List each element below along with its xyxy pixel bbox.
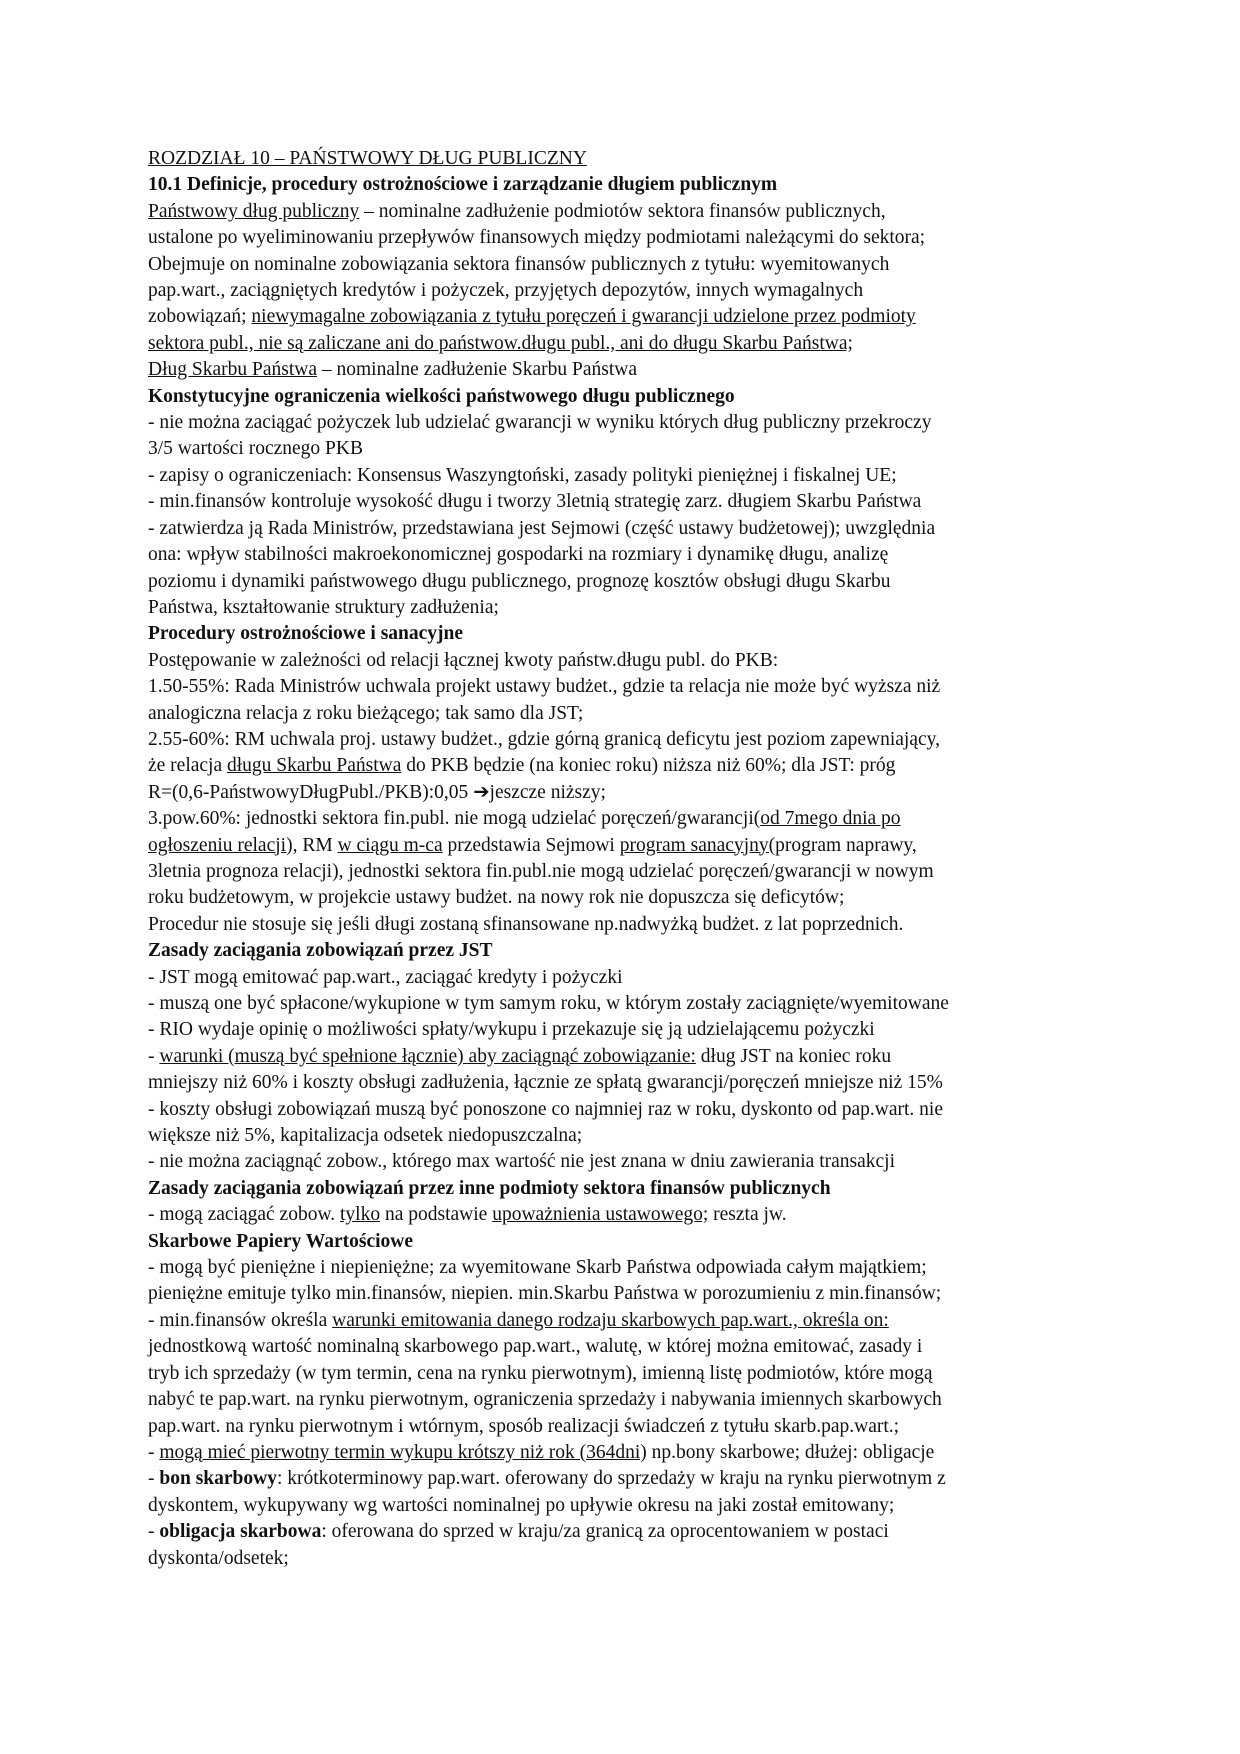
text-run: Postępowanie w zależności od relacji łącznej kwoty państw.długu publ. do PKB: xyxy=(148,649,779,671)
text-run: , RM xyxy=(292,834,338,856)
text-line xyxy=(148,727,1108,753)
text-line xyxy=(148,384,1108,410)
text-line xyxy=(148,304,1108,330)
text-line xyxy=(148,648,1108,674)
text-run: ➔ xyxy=(473,781,490,803)
bold-run: Skarbowe Papiery Wartościowe xyxy=(148,1230,414,1252)
underlined-run: od 7mego dnia po xyxy=(760,808,901,830)
text-run: R=(0,6-PaństwowyDługPubl./PKB):0,05 xyxy=(148,781,474,803)
bold-run: bon skarbowy xyxy=(159,1468,277,1490)
bold-run: Zasady zaciągania zobowiązań przez JST xyxy=(148,940,493,962)
text-line xyxy=(148,1493,1108,1519)
text-run: - nie można zaciągnąć zobow., którego max wartość nie jest znana w dniu zawierania transakcji xyxy=(148,1151,895,1173)
text-line xyxy=(148,1546,1108,1572)
text-run: - xyxy=(148,1045,160,1067)
bold-run: 10.1 Definicje, procedury ostrożnościowe i zarządzanie długiem publicznym xyxy=(148,174,778,196)
text-run: 1.50-55%: Rada Ministrów uchwala projekt ustawy budżet., gdzie ta relacja nie może być wyższa niż xyxy=(148,676,941,698)
underlined-run: ogłoszeniu relacji) xyxy=(148,834,293,856)
underlined-run: tylko xyxy=(340,1204,381,1226)
text-line xyxy=(148,357,1108,383)
text-line xyxy=(148,859,1108,885)
text-line xyxy=(148,885,1108,911)
text-line xyxy=(148,1149,1108,1175)
text-line xyxy=(148,225,1108,251)
underlined-run: Dług Skarbu Państwa xyxy=(148,359,317,381)
text-line xyxy=(148,1519,1108,1545)
text-line xyxy=(148,991,1108,1017)
text-line xyxy=(148,1017,1108,1043)
text-run: – nominalne zadłużenie podmiotów sektora finansów publicznych, xyxy=(359,200,886,222)
text-line xyxy=(148,1070,1108,1096)
text-run: program naprawy, xyxy=(775,834,917,856)
text-run: : krótkoterminowy pap.wart. oferowany do sprzedaży w kraju na rynku pierwotnym z xyxy=(276,1468,946,1490)
text-line xyxy=(148,1255,1108,1281)
text-line xyxy=(148,1414,1108,1440)
text-run: pap.wart., zaciągniętych kredytów i pożyczek, przyjętych depozytów, innych wymagalnych xyxy=(148,280,864,302)
underlined-run: ROZDZIAŁ 10 – PAŃSTWOWY DŁUG PUBLICZNY xyxy=(148,148,587,169)
text-line xyxy=(148,595,1108,621)
text-run: na podstawie xyxy=(380,1204,493,1226)
text-run: jeszcze niższy; xyxy=(489,781,606,803)
text-run: nabyć te pap.wart. na rynku pierwotnym, ograniczenia sprzedaży i nabywania imiennych skarbowych xyxy=(148,1389,942,1411)
text-line xyxy=(148,621,1108,647)
text-run: - zapisy o ograniczeniach: Konsensus Waszyngtoński, zasady polityki pieniężnej i fiskalnej UE; xyxy=(148,464,897,486)
text-run: Państwa, kształtowanie struktury zadłużenia; xyxy=(148,596,499,618)
text-run: - xyxy=(148,1521,160,1543)
bold-run: Konstytucyjne ograniczenia wielkości państwowego długu publicznego xyxy=(148,385,735,407)
text-line xyxy=(148,1308,1108,1334)
text-run: dyskonta/odsetek; xyxy=(148,1547,289,1569)
text-line xyxy=(148,1466,1108,1492)
text-run: - mogą zaciągać zobow. xyxy=(148,1204,341,1226)
underlined-run: , xyxy=(338,860,344,882)
bold-run: obligacja skarbowa xyxy=(159,1521,322,1543)
text-run: ona: wpływ stabilności makroekonomicznej gospodarki na rozmiary i dynamikę długu, analizę xyxy=(148,544,889,566)
text-run: : oferowana do sprzed w kraju/za granicą za oprocentowaniem w postaci xyxy=(321,1521,889,1543)
underlined-run: sektora publ., nie są zaliczane ani do państwow.długu publ., ani do długu Skarbu Państwa; xyxy=(148,332,853,354)
text-run: analogiczna relacja z roku bieżącego; tak samo dla JST; xyxy=(148,702,584,724)
text-run: - min.finansów określa xyxy=(148,1309,333,1331)
text-run: pieniężne emituje tylko min.finansów, niepien. min.Skarbu Państwa w porozumieniu z min.finansów; xyxy=(148,1283,942,1305)
text-line xyxy=(148,753,1108,779)
text-run: mniejszy niż 60% i koszty obsługi zadłużenia, łącznie ze spłatą gwarancji/poręczeń mniejsze niż 15% xyxy=(148,1072,943,1094)
text-run: ustalone po wyeliminowaniu przepływów finansowych między podmiotami należącymi do sektora; xyxy=(148,227,926,249)
text-run: - min.finansów kontroluje wysokość długu i tworzy 3letnią strategię zarz. długiem Skarbu Państwa xyxy=(148,491,922,513)
underlined-run: w ciągu m-ca xyxy=(337,834,443,856)
text-line xyxy=(148,1387,1108,1413)
text-line xyxy=(148,674,1108,700)
underlined-run: Państwowy dług publiczny xyxy=(148,200,360,222)
text-run: - nie można zaciągać pożyczek lub udzielać gwarancji w wyniku których dług publiczny przekroczy xyxy=(148,412,932,434)
text-run: dług JST na koniec roku xyxy=(695,1045,892,1067)
text-run: zobowiązań; xyxy=(148,306,252,328)
underlined-run: program sanacyjny( xyxy=(619,834,776,856)
text-run: 3/5 wartości rocznego PKB xyxy=(148,438,363,460)
text-line xyxy=(148,489,1108,515)
text-run: jednostki sektora fin.publ.nie mogą udzielać poręczeń/gwarancji w nowym xyxy=(343,860,934,882)
text-line xyxy=(148,1123,1108,1149)
text-line xyxy=(148,938,1108,964)
text-line xyxy=(148,252,1108,278)
text-line xyxy=(148,1044,1108,1070)
text-line xyxy=(148,1202,1108,1228)
text-run: reszta jw. xyxy=(708,1204,787,1226)
text-run: Obejmuje on nominalne zobowiązania sektora finansów publicznych z tytułu: wyemitowanych xyxy=(148,253,890,275)
underlined-run: mogą mieć pierwotny termin wykupu krótszy niż rok (364dni) xyxy=(159,1441,647,1463)
text-line xyxy=(148,833,1108,859)
text-line xyxy=(148,701,1108,727)
text-run: - RIO wydaje opinię o możliwości spłaty/wykupu i przekazuje się ją udzielającemu pożyczki xyxy=(148,1019,875,1041)
text-line xyxy=(148,278,1108,304)
text-line xyxy=(148,1229,1108,1255)
text-line xyxy=(148,912,1108,938)
text-run: np.bony skarbowe; dłużej: obligacje xyxy=(646,1441,935,1463)
text-line xyxy=(148,1176,1108,1202)
text-run: - mogą być pieniężne i niepieniężne; za wyemitowane Skarb Państwa odpowiada całym majątkiem; xyxy=(148,1257,927,1279)
text-line xyxy=(148,542,1108,568)
underlined-run: warunki emitowania danego rodzaju skarbowych pap.wart., określa on: xyxy=(332,1309,889,1331)
text-run: 2.55-60%: RM uchwala proj. ustawy budżet., gdzie górną granicą deficytu jest poziom zapewniający, xyxy=(148,728,941,750)
text-run: do PKB będzie (na koniec roku) niższa niż 60%; dla JST: próg xyxy=(401,755,896,777)
underlined-run: warunki (muszą być spełnione łącznie) aby zaciągnąć zobowiązanie: xyxy=(159,1045,696,1067)
text-line xyxy=(148,410,1108,436)
text-run: 3letnia prognoza relacji) xyxy=(148,860,339,882)
text-run: – nominalne zadłużenie Skarbu Państwa xyxy=(317,359,638,381)
text-run: roku budżetowym, w projekcie ustawy budżet. na nowy rok nie dopuszcza się deficytów; xyxy=(148,887,845,909)
text-line xyxy=(148,965,1108,991)
text-run: przedstawia Sejmowi xyxy=(442,834,620,856)
text-line xyxy=(148,436,1108,462)
text-line xyxy=(148,806,1108,832)
text-run: jednostkową wartość nominalną skarbowego pap.wart., walutę, w której można emitować, zasady i xyxy=(148,1336,923,1358)
text-line xyxy=(148,569,1108,595)
text-line xyxy=(148,1440,1108,1466)
text-run: - JST mogą emitować pap.wart., zaciągać kredyty i pożyczki xyxy=(148,966,623,988)
text-line xyxy=(148,331,1108,357)
document-page xyxy=(148,146,1108,1572)
text-run: Procedur nie stosuje się jeśli długi zostaną sfinansowane np.nadwyżką budżet. z lat poprzednich. xyxy=(148,913,904,935)
text-run: - zatwierdza ją Rada Ministrów, przedstawiana jest Sejmowi (część ustawy budżetowej); uwzględnia xyxy=(148,517,936,539)
text-line xyxy=(148,199,1108,225)
text-line xyxy=(148,1281,1108,1307)
text-run: - xyxy=(148,1441,160,1463)
text-line xyxy=(148,516,1108,542)
text-run: - xyxy=(148,1468,160,1490)
text-line xyxy=(148,463,1108,489)
text-line xyxy=(148,780,1108,806)
underlined-run: długu Skarbu Państwa xyxy=(227,755,402,777)
text-run: 3.pow.60%: jednostki sektora fin.publ. nie mogą udzielać poręczeń/gwarancji( xyxy=(148,808,761,830)
bold-run: Procedury ostrożnościowe i sanacyjne xyxy=(148,623,464,645)
underlined-run: niewymagalne zobowiązania z tytułu poręczeń i gwarancji udzielone przez podmioty xyxy=(251,306,916,328)
underlined-run: upoważnienia ustawowego; xyxy=(492,1204,709,1226)
text-run: większe niż 5%, kapitalizacja odsetek niedopuszczalna; xyxy=(148,1125,583,1147)
bold-run: Zasady zaciągania zobowiązań przez inne podmioty sektora finansów publicznych xyxy=(148,1177,831,1199)
text-line xyxy=(148,1361,1108,1387)
text-line xyxy=(148,172,1108,198)
text-line xyxy=(148,1334,1108,1360)
text-run: tryb ich sprzedaży (w tym termin, cena na rynku pierwotnym), imienną listę podmiotów, które mogą xyxy=(148,1362,933,1384)
text-line xyxy=(148,1097,1108,1123)
text-line xyxy=(148,146,1108,172)
text-run: dyskontem, wykupywany wg wartości nominalnej po upływie okresu na jaki został emitowany; xyxy=(148,1494,895,1516)
text-run: - muszą one być spłacone/wykupione w tym samym roku, w którym zostały zaciągnięte/wyemitowane xyxy=(148,993,949,1014)
text-run: pap.wart. na rynku pierwotnym i wtórnym, sposób realizacji świadczeń z tytułu skarb.pap.wart.; xyxy=(148,1415,900,1437)
text-run: poziomu i dynamiki państwowego długu publicznego, prognozę kosztów obsługi długu Skarbu xyxy=(148,570,891,592)
text-run: - koszty obsługi zobowiązań muszą być ponoszone co najmniej raz w roku, dyskonto od pap.wart. nie xyxy=(148,1098,943,1120)
text-run: że relacja xyxy=(148,755,228,777)
